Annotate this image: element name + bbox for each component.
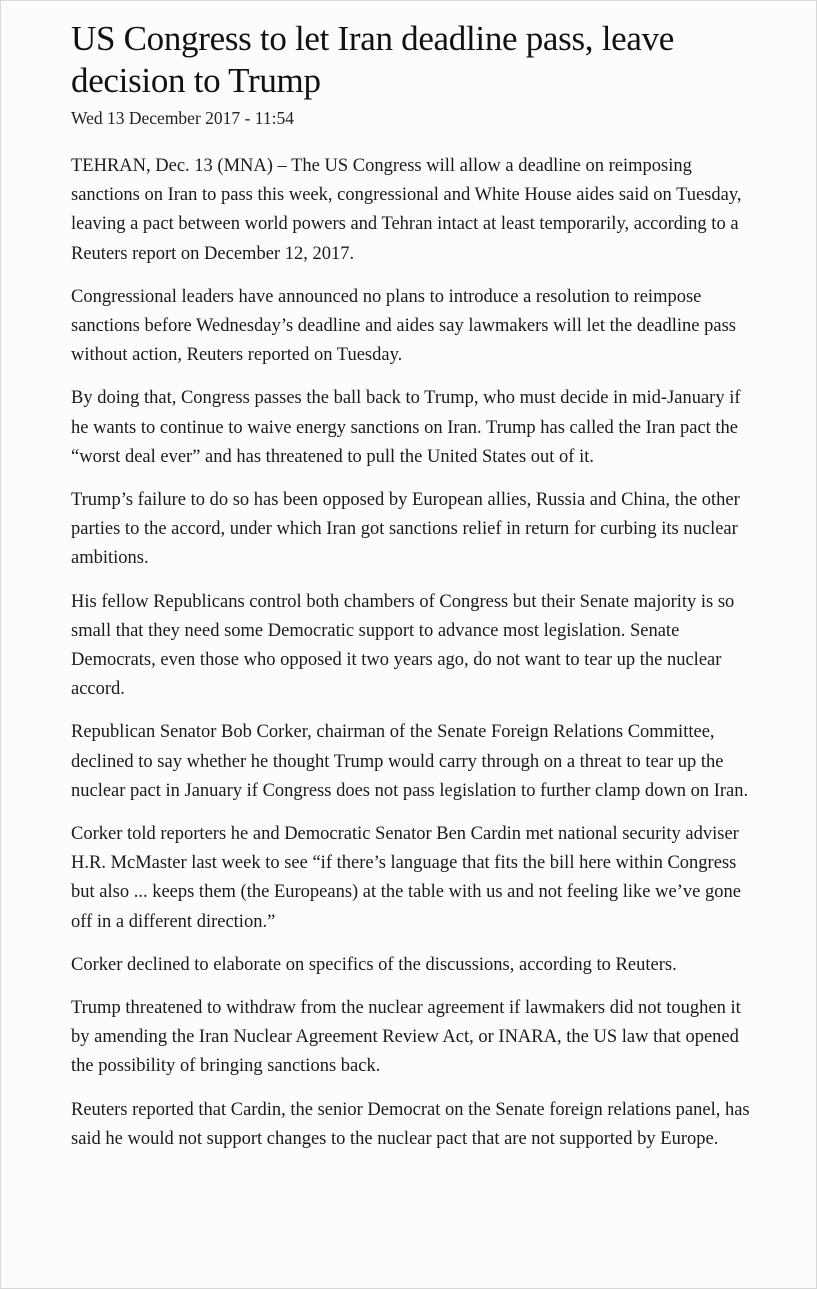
article-paragraph: Corker declined to elaborate on specifics of the discussions, according to Reuters. (71, 954, 677, 975)
article (71, 18, 751, 1168)
article-headline: US Congress to let Iran deadline pass, leave decision to Trump (71, 19, 675, 100)
article-dateline: Wed 13 December 2017 - 11:54 (71, 108, 294, 128)
article-paragraph: Trump threatened to withdraw from the nuclear agreement if lawmakers did not toughen it by amending the Iran Nuclear Agreement Review Act, or INARA, the US law that opened the possibility of bringing sanctions back. (71, 998, 741, 1077)
article-paragraph: Republican Senator Bob Corker, chairman of the Senate Foreign Relations Committee, declined to say whether he thought Trump would carry through on a threat to tear up the nuclear pact in January if Congress does not pass legislation to further clamp down on Iran. (71, 722, 749, 801)
article-paragraph: TEHRAN, Dec. 13 (MNA) – The US Congress will allow a deadline on reimposing sanctions on Iran to pass this week, congressional and White House aides said on Tuesday, leaving a pact between world powers and Tehran intact at least temporarily, according to a Reuters report on December 12, 2017. (71, 156, 742, 264)
article-paragraph: Corker told reporters he and Democratic Senator Ben Cardin met national security adviser H.R. McMaster last week to see “if there’s language that fits the bill here within Congress but also ... keeps them (the Europeans) at the table with us and not feeling like we’ve gone off in a different direction.” (71, 824, 741, 932)
article-paragraph: Reuters reported that Cardin, the senior Democrat on the Senate foreign relations panel, has said he would not support changes to the nuclear pact that are not supported by Europe. (71, 1099, 750, 1149)
article-paragraph: His fellow Republicans control both chambers of Congress but their Senate majority is so small that they need some Democratic support to advance most legislation. Senate Democrats, even those who opposed it two years ago, do not want to tear up the nuclear accord. (71, 591, 735, 700)
article-paragraph: Trump’s failure to do so has been opposed by European allies, Russia and China, the other parties to the accord, under which Iran got sanctions relief in return for curbing its nuclear ambitions. (71, 490, 740, 569)
article-paragraph: Congressional leaders have announced no plans to introduce a resolution to reimpose sanctions before Wednesday’s deadline and aides say lawmakers will let the deadline pass without action, Reuters reported on Tuesday. (71, 286, 736, 366)
article-body (71, 152, 751, 1154)
article-paragraph: By doing that, Congress passes the ball back to Trump, who must decide in mid-January if he wants to continue to waive energy sanctions on Iran. Trump has called the Iran pact the “worst deal ever” and has threatened to pull the United States out of it. (71, 388, 741, 467)
